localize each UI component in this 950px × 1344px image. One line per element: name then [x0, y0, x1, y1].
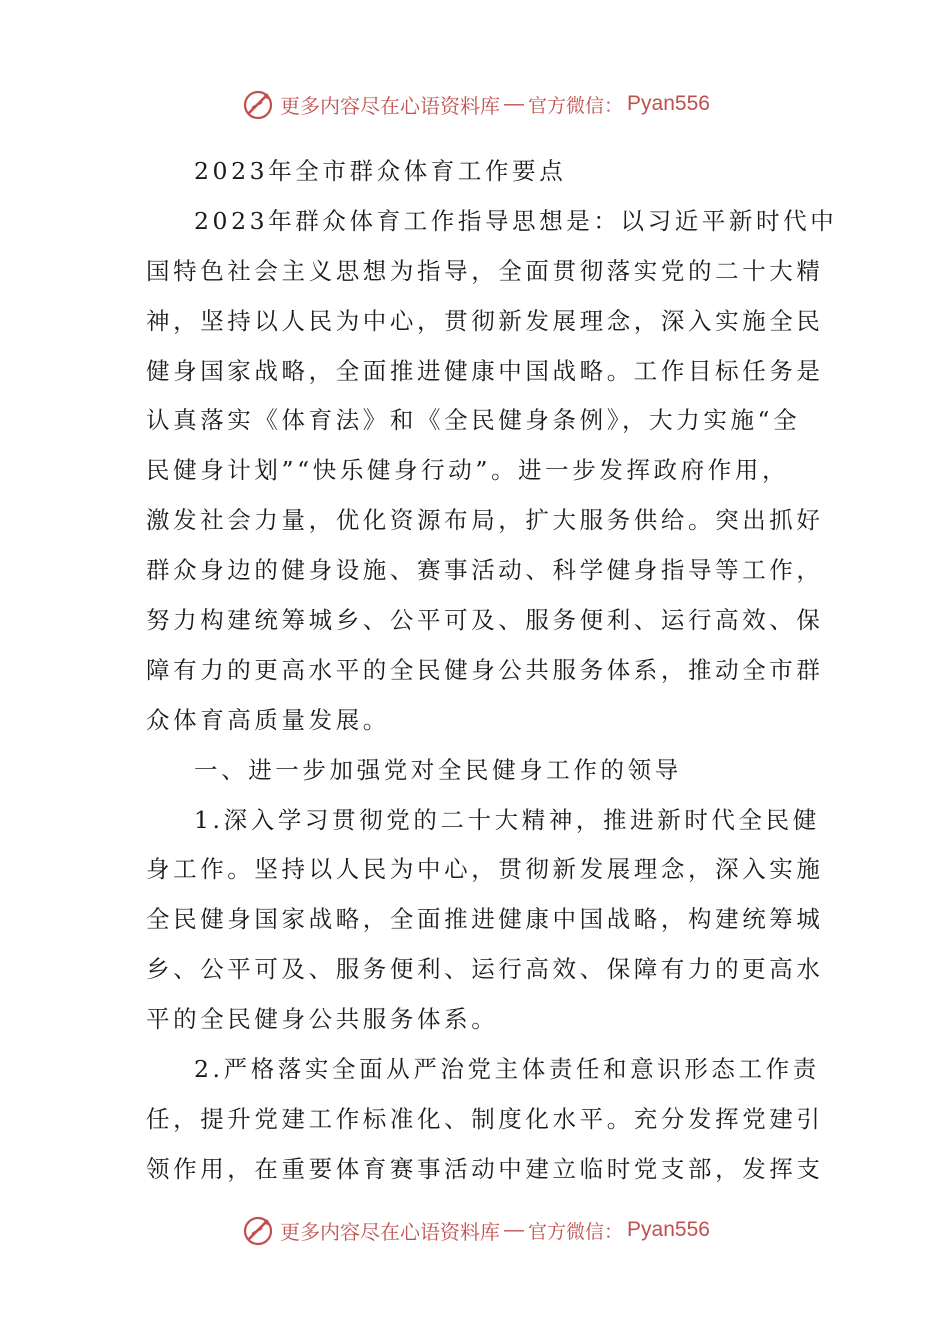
- paragraph-line: 2.严格落实全面从严治党主体责任和意识形态工作责: [194, 1055, 820, 1084]
- watermark-wechat-label: 官方微信：: [528, 1220, 624, 1243]
- paragraph-line: 身工作。坚持以人民为中心，贯彻新发展理念，深入实施: [146, 855, 824, 884]
- paragraph-line: 任，提升党建工作标准化、制度化水平。充分发挥党建引: [146, 1104, 824, 1133]
- paragraph-line: 激发社会力量，优化资源布局，扩大服务供给。突出抓好: [146, 506, 824, 535]
- watermark-brand-text: 更多内容尽在心语资料库: [280, 1219, 501, 1244]
- paragraph-line: 认真落实《体育法》和《全民健身条例》，大力实施“全: [146, 406, 801, 435]
- paragraph-line: 平的全民健身公共服务体系。: [146, 1005, 499, 1034]
- paragraph-line: 全民健身国家战略，全面推进健康中国战略，构建统筹城: [146, 905, 824, 934]
- watermark-wechat-label: 官方微信：: [528, 94, 624, 117]
- section-heading: 一、进一步加强党对全民健身工作的领导: [194, 755, 682, 784]
- paragraph-line: 民健身计划”“快乐健身行动”。进一步发挥政府作用，: [146, 456, 790, 485]
- watermark-separator: —: [504, 1218, 525, 1241]
- paragraph-line: 乡、公平可及、服务便利、运行高效、保障有力的更高水: [146, 955, 824, 984]
- watermark-wechat-id: Pyan556: [627, 1218, 710, 1241]
- pen-logo-icon: [240, 86, 276, 122]
- pen-logo-icon: [240, 1212, 276, 1248]
- document-title: 2023年全市群众体育工作要点: [194, 157, 567, 185]
- watermark-brand-text: 更多内容尽在心语资料库: [280, 93, 501, 118]
- watermark-wechat-id: Pyan556: [627, 92, 710, 115]
- paragraph-line: 障有力的更高水平的全民健身公共服务体系，推动全市群: [146, 655, 824, 684]
- paragraph-line: 群众身边的健身设施、赛事活动、科学健身指导等工作，: [146, 556, 824, 585]
- paragraph-line: 2023年群众体育工作指导思想是：以习近平新时代中: [194, 206, 838, 235]
- watermark-separator: —: [504, 92, 525, 115]
- paragraph-line: 国特色社会主义思想为指导，全面贯彻落实党的二十大精: [146, 256, 824, 285]
- paragraph-line: 神，坚持以人民为中心，贯彻新发展理念，深入实施全民: [146, 306, 824, 335]
- paragraph-line: 努力构建统筹城乡、公平可及、服务便利、运行高效、保: [146, 606, 824, 635]
- paragraph-line: 健身国家战略，全面推进健康中国战略。工作目标任务是: [146, 356, 824, 385]
- header-watermark: [0, 84, 950, 124]
- paragraph-line: 众体育高质量发展。: [146, 705, 390, 734]
- paragraph-line: 1.深入学习贯彻党的二十大精神，推进新时代全民健: [194, 805, 820, 834]
- document-body: [146, 147, 838, 1195]
- paragraph-line: 领作用，在重要体育赛事活动中建立临时党支部，发挥支: [146, 1154, 824, 1183]
- footer-watermark: [0, 1210, 950, 1250]
